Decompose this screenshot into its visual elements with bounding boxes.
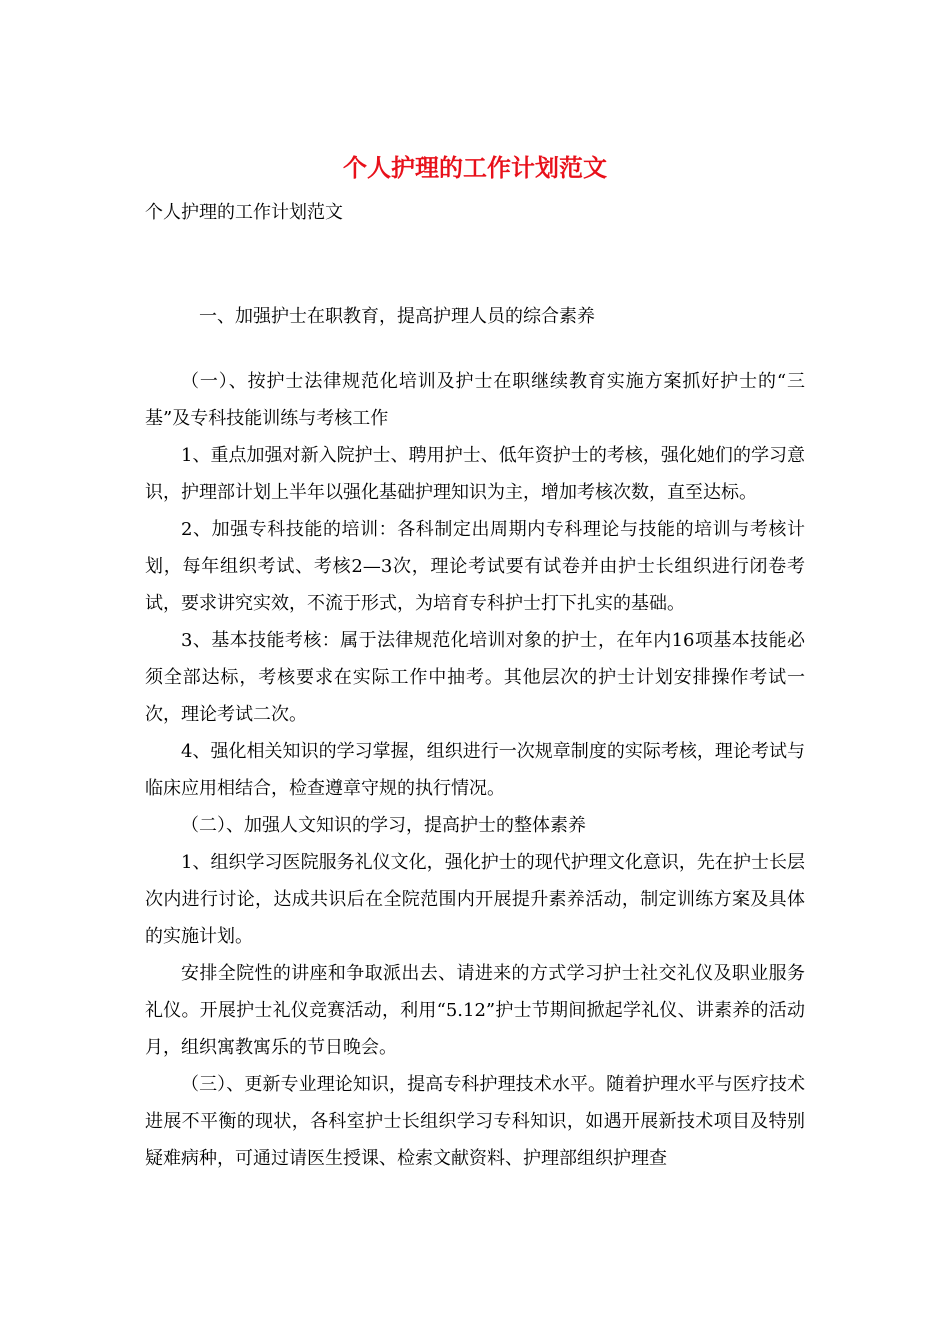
paragraph-item-6: 安排全院性的讲座和争取派出去、请进来的方式学习护士社交礼仪及职业服务礼仪。开展护士礼仪竞赛活动，利用“5.12”护士节期间掀起学礼仪、讲素养的活动月，组织寓教寓乐的节日晚会。	[145, 963, 805, 1058]
subsection-heading-2: （二）、加强人文知识的学习，提高护士的整体素养	[181, 815, 586, 836]
paragraph-item-4: 4、强化相关知识的学习掌握，组织进行一次规章制度的实际考核，理论考试与临床应用相结合，检查遵章守规的执行情况。	[145, 741, 805, 799]
document-subtitle: 个人护理的工作计划范文	[145, 202, 343, 223]
paragraph-item-3: 3、基本技能考核：属于法律规范化培训对象的护士，在年内16项基本技能必须全部达标，考核要求在实际工作中抽考。其他层次的护士计划安排操作考试一次，理论考试二次。	[145, 630, 805, 725]
paragraph-item-1: 1、重点加强对新入院护士、聘用护士、低年资护士的考核，强化她们的学习意识，护理部计划上半年以强化基础护理知识为主，增加考核次数，直至达标。	[145, 445, 805, 503]
paragraph-item-2: 2、加强专科技能的培训：各科制定出周期内专科理论与技能的培训与考核计划，每年组织考试、考核2—3次，理论考试要有试卷并由护士长组织进行闭卷考试，要求讲究实效，不流于形式，为培育专科护士打下扎实的基础。	[145, 519, 805, 614]
document-body	[145, 298, 805, 1177]
subsection-heading-3: （三）、更新专业理论知识，提高专科护理技术水平。随着护理水平与医疗技术进展不平衡的现状，各科室护士长组织学习专科知识，如遇开展新技术项目及特别疑难病种，可通过请医生授课、检索文献资料、护理部组织护理查	[145, 1074, 805, 1169]
subsection-heading-1: （一）、按护士法律规范化培训及护士在职继续教育实施方案抓好护士的“三基”及专科技能训练与考核工作	[145, 371, 805, 429]
section-heading-1: 一、加强护士在职教育，提高护理人员的综合素养	[199, 306, 595, 327]
document-title: 个人护理的工作计划范文	[343, 153, 607, 182]
paragraph-item-5: 1、组织学习医院服务礼仪文化，强化护士的现代护理文化意识，先在护士长层次内进行讨论，达成共识后在全院范围内开展提升素养活动，制定训练方案及具体的实施计划。	[145, 852, 805, 947]
